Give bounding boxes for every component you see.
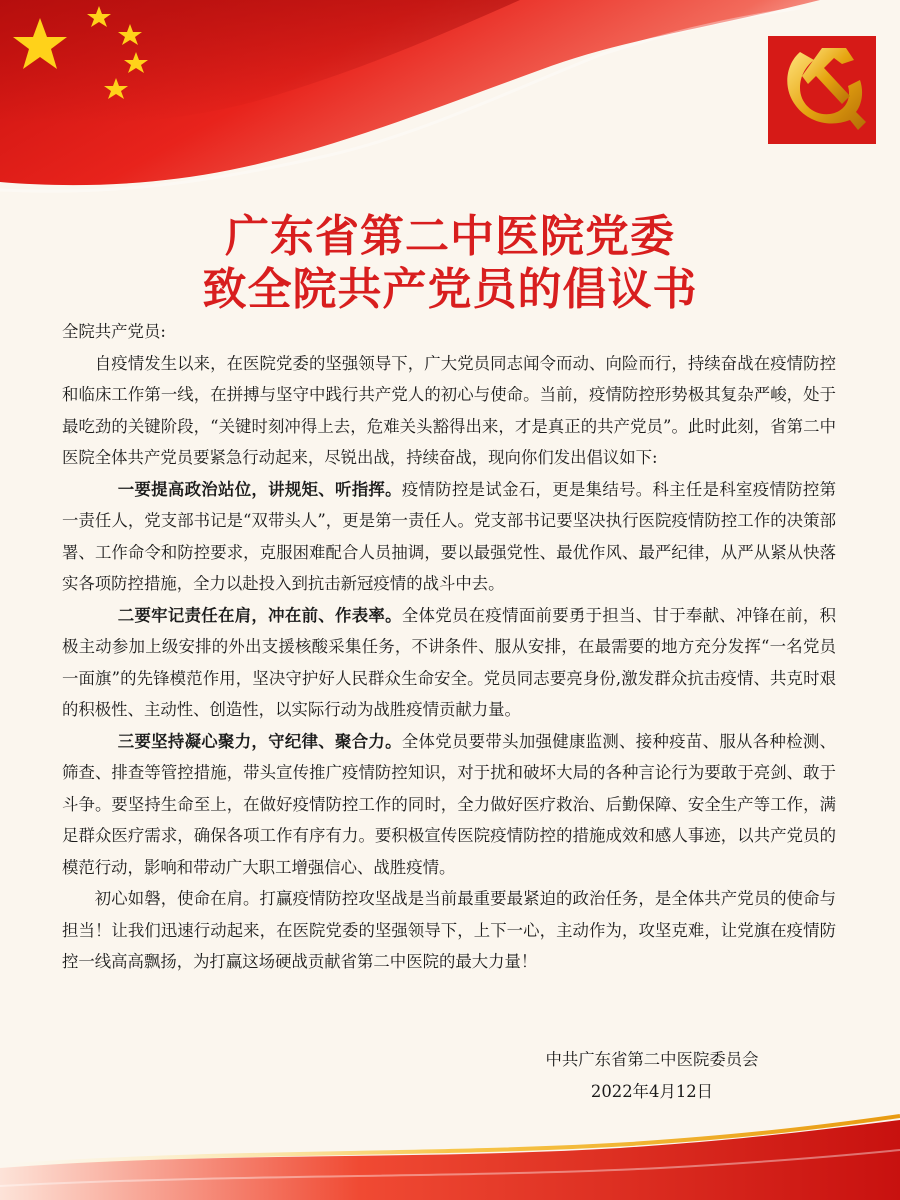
flag-stars (0, 0, 200, 110)
small-star-icon (124, 52, 148, 73)
initiative-heading-1: 一要提高政治站位，讲规矩、听指挥。 (117, 479, 402, 499)
signature-block (502, 1044, 802, 1108)
signature-date: 2022年4月12日 (590, 1082, 714, 1101)
intro-paragraph: 自疫情发生以来，在医院党委的坚强领导下，广大党员同志闻令而动、向险而行，持续奋战在疫情防控和临床工作第一线，在拼搏与坚守中践行共产党人的初心与使命。当前，疫情防控形势极其复杂严峻，处于最吃劲的关键阶段，“关键时刻冲得上去，危难关头豁得出来，才是真正的共产党员”。此时此刻，省第二中医院全体共产党员要紧急行动起来，尽锐出战，持续奋战，现向你们发出倡议如下: (62, 353, 836, 467)
initiative-heading-3: 三要坚持凝心聚力，守纪律、聚合力。 (117, 731, 402, 751)
document-title-line-2: 致全院共产党员的倡议书 (202, 264, 698, 315)
small-star-icon (118, 24, 142, 45)
salutation: 全院共产党员: (62, 322, 166, 341)
initiative-heading-2: 二要牢记责任在肩，冲在前、作表率。 (117, 605, 402, 625)
letter-body (62, 316, 836, 978)
initiative-paragraph-1 (62, 474, 836, 600)
signature-organization: 中共广东省第二中医院委员会 (545, 1050, 759, 1069)
document-title-line-1: 广东省第二中医院党委 (225, 211, 675, 262)
closing-paragraph: 初心如磐，使命在肩。打赢疫情防控攻坚战是当前最重要最紧迫的政治任务，是全体共产党员的使命与担当！让我们迅速行动起来，在医院党委的坚强领导下，上下一心，主动作为，攻坚克难，让党旗在疫情防控一线高高飘扬，为打赢这场硬战贡献省第二中医院的最大力量！ (62, 889, 836, 971)
initiative-text-3: 全体党员要带头加强健康监测、接种疫苗、服从各种检测、筛查、排查等管控措施，带头宣传推广疫情防控知识，对于扰和破坏大局的各种言论行为要敢于亮剑、敢于斗争。要坚持生命至上，在做好疫情防控工作的同时，全力做好医疗救治、后勤保障、安全生产等工作，满足群众医疗需求，确保各项工作有序有力。要积极宣传医院疫情防控的措施成效和感人事迹，以共产党员的模范行动，影响和带动广大职工增强信心、战胜疫情。 (62, 731, 837, 877)
red-flag-banner (0, 0, 900, 200)
initiative-paragraph-2 (62, 600, 836, 726)
small-star-icon (87, 6, 111, 27)
initiative-paragraph-3 (62, 726, 836, 884)
party-emblem-icon (762, 30, 882, 150)
initiative-text-1: 疫情防控是试金石，更是集结号。科主任是科室疫情防控第一责任人，党支部书记是“双带头人”，更是第一责任人。党支部书记要坚决执行医院疫情防控工作的决策部署、工作命令和防控要求，克服困难配合人员抽调，要以最强党性、最优作风、最严纪律，从严从紧从快落实各项防控措施，全力以赴投入到抗击新冠疫情的战斗中去。 (62, 479, 837, 593)
small-star-icon (104, 78, 128, 99)
initiative-text-2: 全体党员在疫情面前要勇于担当、甘于奉献、冲锋在前，积极主动参加上级安排的外出支援核酸采集任务，不讲条件、服从安排，在最需要的地方充分发挥“一名党员一面旗”的先锋模范作用，坚决守护好人民群众生命安全。党员同志要亮身份,激发群众抗击疫情、共克时艰的积极性、主动性、创造性，以实际行动为战胜疫情贡献力量。 (62, 605, 837, 719)
big-star-icon (13, 18, 67, 69)
